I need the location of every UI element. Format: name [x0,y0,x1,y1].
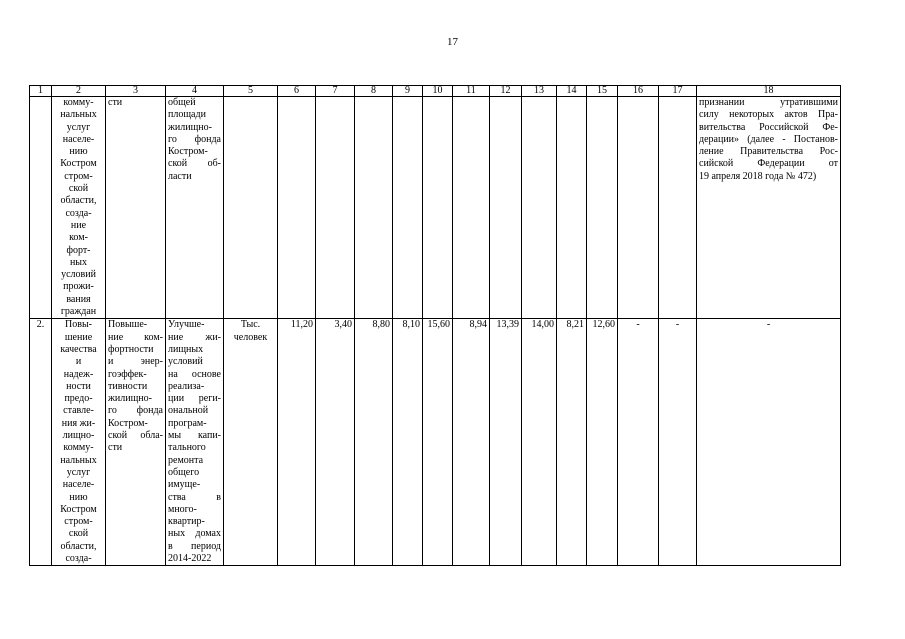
cell-line: ния жи- [61,417,96,429]
cell-line: комму- [63,442,94,454]
header-cell: 16 [618,86,659,97]
cell-line: фортности [108,343,154,355]
cell-line: ласти [168,170,192,182]
value-cell: 8,21 [557,319,587,566]
table-row [30,319,841,566]
value-cell: 13,39 [490,319,522,566]
header-cell: 6 [278,86,316,97]
cell-line: предо- [64,393,93,405]
cell-line: дерации» (далее - Постанов- [699,133,838,145]
cell-line: нальных [60,109,97,121]
cell-line: Костром- [168,146,208,158]
value-cell: 8,10 [393,319,423,566]
cell-line: ской [68,183,89,195]
cell-line: го фонда [108,405,163,417]
cell-line: - [766,319,771,331]
cell-line: имуще- [168,479,201,491]
value-cell [587,97,618,319]
header-cell: 5 [224,86,278,97]
cell-line: Повыше- [108,319,148,331]
header-cell: 14 [557,86,587,97]
cell-line: площади [168,109,206,121]
header-cell: 18 [697,86,841,97]
value-cell [659,97,697,319]
cell-line: нию [69,146,88,158]
cell-line: ской об- [168,158,221,170]
indicator-cell [166,319,224,566]
cell-line: ства в [168,491,221,503]
value-cell: 8,94 [453,319,490,566]
cell-line: населе- [62,479,95,491]
header-cell: 4 [166,86,224,97]
value-cell: - [618,319,659,566]
cell-line: ние [70,219,87,231]
cell-line: ской [68,528,89,540]
unit-cell [224,97,278,319]
cell-line: услуг [66,121,91,133]
header-cell: 7 [316,86,355,97]
header-cell: 11 [453,86,490,97]
header-row [30,86,841,97]
cell-line: ние жи- [168,331,221,343]
unit-cell [224,319,278,566]
cell-line: програм- [168,417,207,429]
cell-line: форт- [66,244,91,256]
cell-line: Костром- [108,417,148,429]
cell-line: Повы- [65,319,92,331]
header-cell: 12 [490,86,522,97]
value-cell [453,97,490,319]
header-cell: 1 [30,86,52,97]
cell-line: нию [69,491,88,503]
cell-line: сти [108,442,123,454]
value-cell: 12,60 [587,319,618,566]
cell-line: жилищно- [168,121,212,133]
cell-line: тального [168,442,206,454]
cell-line: сийской Федерации от [699,158,838,170]
value-cell: - [659,319,697,566]
cell-line: Улучше- [168,319,205,331]
cell-line: ции реги- [168,393,221,405]
value-cell [393,97,423,319]
value-cell [423,97,453,319]
cell-line: вительства Российской Фе- [699,121,838,133]
value-cell: 3,40 [316,319,355,566]
note-cell [697,97,841,319]
header-cell: 3 [106,86,166,97]
note-cell [697,319,841,566]
cell-line: много- [168,503,197,515]
row-number [30,97,52,319]
cell-line: стром- [64,516,93,528]
cell-line: гоэффек- [108,368,147,380]
cell-line: ставле- [63,405,94,417]
cell-line: жилищно- [108,393,152,405]
cell-line: ремонта [168,454,204,466]
cell-line: квартир- [168,516,205,528]
page-number: 17 [447,36,458,48]
header-cell: 10 [423,86,453,97]
cell-line: надеж- [63,368,94,380]
cell-line: области, [60,540,97,552]
cell-line: услуг [66,466,91,478]
cell-line: нальных [60,454,97,466]
value-cell [557,97,587,319]
value-cell: 8,80 [355,319,393,566]
cell-line: ности [66,380,91,392]
cell-line: шение [64,331,93,343]
header-cell: 13 [522,86,557,97]
cell-line: мы капи- [168,430,221,442]
task-cell [106,97,166,319]
cell-line: 19 апреля 2018 года № 472) [699,170,817,182]
cell-line: ком- [69,232,88,244]
goal-cell [52,319,106,566]
cell-line: комму- [63,97,94,108]
cell-line: в период [168,540,221,552]
value-cell: 14,00 [522,319,557,566]
value-cell [278,97,316,319]
row-number: 2. [30,319,52,566]
cell-line: общего [168,466,200,478]
cell-line: ональной [168,405,209,417]
task-cell [106,319,166,566]
cell-line: лищных [168,343,204,355]
cell-line: 2014-2022 [168,552,212,564]
table-row [30,97,841,319]
cell-line: стром- [64,170,93,182]
cell-line: ление Правительства Рос- [699,146,838,158]
cell-line: вания [66,293,91,305]
cell-line: го фонда [168,133,221,145]
cell-line: прожи- [63,281,94,293]
cell-line: общей [168,97,196,108]
cell-line: населе- [62,133,95,145]
indicator-cell [166,97,224,319]
cell-line: области, [60,195,97,207]
header-cell: 2 [52,86,106,97]
cell-line: Костром [60,158,97,170]
cell-line: условий [168,356,203,368]
header-cell: 15 [587,86,618,97]
cell-line: созда- [65,552,92,564]
cell-line: ние ком- [108,331,163,343]
value-cell: 15,60 [423,319,453,566]
cell-line: условий [61,269,96,281]
cell-line: ных домах [168,528,221,540]
cell-line: ской обла- [108,430,163,442]
cell-line: качества [60,343,97,355]
cell-line: Тыс. [240,319,261,331]
cell-line: Костром [60,503,97,515]
cell-line: созда- [65,207,92,219]
cell-line: ных [69,256,88,268]
cell-line: на основе [168,368,221,380]
goal-cell [52,97,106,319]
cell-line: человек [233,331,268,343]
value-cell: 11,20 [278,319,316,566]
cell-line: лищно- [62,430,95,442]
value-cell [522,97,557,319]
value-cell [316,97,355,319]
cell-line: тивности [108,380,148,392]
header-cell: 8 [355,86,393,97]
header-cell: 17 [659,86,697,97]
cell-line: граждан [60,306,97,318]
cell-line: и [75,356,82,368]
cell-line: силу некоторых актов Пра- [699,109,838,121]
header-cell: 9 [393,86,423,97]
indicators-table [29,85,841,566]
value-cell [618,97,659,319]
cell-line: сти [108,97,123,108]
cell-line: реализа- [168,380,205,392]
cell-line: и энер- [108,356,163,368]
value-cell [490,97,522,319]
value-cell [355,97,393,319]
cell-line: признании утратившими [699,97,838,108]
